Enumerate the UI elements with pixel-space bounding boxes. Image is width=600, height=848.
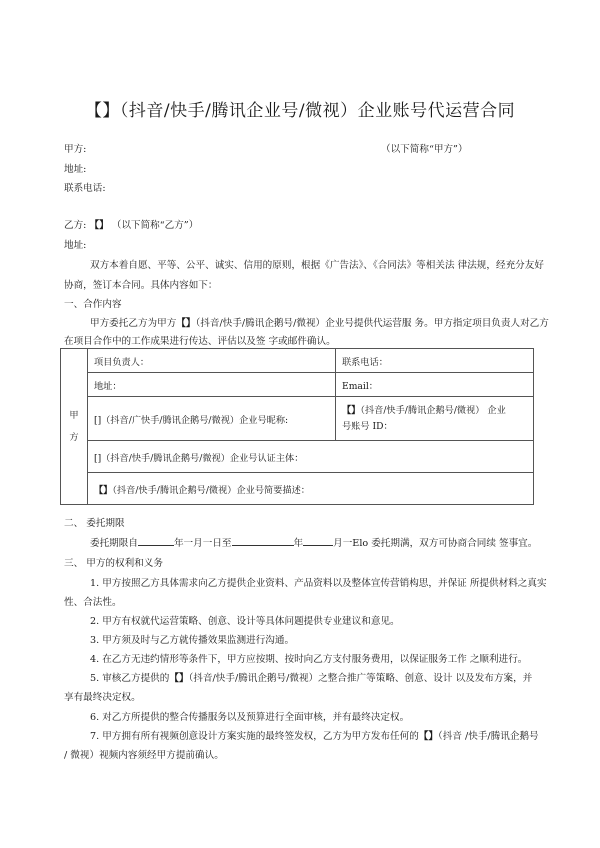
section-1-line-2: 在项目合作中的工作成果进行传达、评估以及签 字或邮件确认。 (64, 336, 336, 347)
section-3-item-5-line-1 (90, 670, 532, 684)
section-3-item-4: 4. 在乙方无违约情形等条件下，甲方应按期、按时向乙方支付服务费用，以保证服务工作 之顺利进行。 (90, 654, 528, 665)
account-id-text: （抖音/快手/腾讯企鹅号/微视） 企业 (360, 404, 506, 416)
description-cell (88, 473, 534, 505)
section-3-heading: 三、 甲方的权利和义务 (64, 558, 163, 569)
section-3-item-5-line-2: 享有最终决定权。 (64, 692, 141, 703)
section-3-item-6: 6. 对乙方所提供的整合传播服务以及预算进行全面审核，并有最终决定权。 (90, 712, 410, 723)
item-5-bold: 【】 (169, 673, 189, 684)
section-1-line-1-post: （抖音/快手/腾讯企鹅号/微视）企业号提供代运营服 务。甲方指定项目负责人对乙方 (195, 318, 549, 329)
section-1-line-1-pre: 甲方委托乙方为甲方 (90, 318, 177, 329)
party-b-address: 地址: (64, 240, 87, 251)
party-a-phone: 联系电话: (64, 183, 106, 194)
section-1-line-1-bold: 【】 (176, 318, 196, 329)
section-3-item-2: 2. 甲方有权就代运营策略、创意、设计等具体问题提供专业建议和意见。 (90, 616, 400, 627)
side-char-2: 方 (69, 431, 79, 443)
item-7-bold: 【】 (418, 731, 438, 742)
party-b-brackets: 【】 (89, 220, 109, 231)
party-a-note: （以下简称“甲方”） (381, 144, 468, 155)
description-bold: 【】 (94, 484, 113, 496)
period-d: 月一Elo 委托期满，双方可协商合同续 签事宜。 (333, 538, 538, 549)
section-1-heading: 一、合作内容 (64, 299, 122, 310)
period-blank-3 (303, 537, 333, 546)
period-c: 年 (293, 538, 304, 549)
period-b: 年一月一日至 (173, 538, 232, 549)
account-id-bold: 【】 (342, 404, 361, 416)
section-2-period (90, 535, 537, 549)
section-3-item-1-line-2: 性、合法性。 (64, 597, 122, 608)
email-cell: Email： (336, 373, 534, 397)
side-char-1: 甲 (69, 409, 79, 421)
section-1-line-1 (90, 315, 549, 329)
party-a-address: 地址: (64, 164, 87, 175)
section-2-heading: 二、 委托期限 (64, 518, 125, 529)
table-side-label (61, 349, 88, 505)
project-lead-cell: 项目负责人： (88, 349, 336, 373)
nickname-cell: []（抖音/广快手/腾讯企鹅号/微视）企业号昵称: (88, 397, 336, 441)
contact-phone-cell: 联系电话： (336, 349, 534, 373)
section-3-item-1-line-1: 1. 甲方按照乙方具体需求向乙方提供企业资料、产品资料以及整体宣传营销构思，并保证 所提供材料之真实 (90, 578, 547, 589)
party-b-label: 乙方: (64, 220, 87, 231)
item-7-post: （抖音 /快手/腾讯企鹅号 (437, 731, 539, 742)
intro-line-2: 协商，签订本合同。具体内容如下： (64, 280, 218, 291)
party-b-line (64, 217, 198, 231)
period-a: 委托期限自 (90, 538, 138, 549)
section-3-item-3: 3. 甲方须及时与乙方就传播效果监测进行沟通。 (90, 635, 295, 646)
party-b-note: （以下简称“乙方”） (111, 220, 199, 231)
intro-line-1: 双方本着自愿、平等、公平、诚实、信用的原则，根据《广告法》、《合同法》等相关法 律法规，经充分友好 (90, 260, 544, 271)
party-a-label: 甲方: (64, 144, 87, 155)
item-5-pre: 5. 审核乙方提供的 (90, 673, 170, 684)
address-cell: 地址： (88, 373, 336, 397)
account-id-line-2: 号账号 ID： (342, 420, 393, 432)
item-5-post: （抖音/快手/腾讯企鹅号/微视）之整合推广等策略、创意、设计 以及发布方案，并 (188, 673, 533, 684)
period-blank-2 (232, 537, 294, 546)
description-text: （抖音/快手/腾讯企鹅号/微视）企业号简要描述： (112, 484, 310, 496)
section-3-item-7-line-2: / 微视）视频内容须经甲方提前确认。 (64, 750, 224, 761)
section-3-item-7-line-1 (90, 728, 539, 742)
account-id-cell (336, 397, 534, 441)
cert-subject-cell: []（抖音/快手/腾讯企鹅号/微视）企业号认证主体： (88, 441, 534, 473)
period-blank-1 (138, 537, 174, 546)
item-7-pre: 7. 甲方拥有所有视频创意设计方案实施的最终签发权，乙方为甲方发布任何的 (90, 731, 419, 742)
page-title: 【】（抖音/快手/腾讯企业号/微视）企业账号代运营合同 (84, 101, 516, 121)
party-a-info-table (60, 348, 534, 505)
